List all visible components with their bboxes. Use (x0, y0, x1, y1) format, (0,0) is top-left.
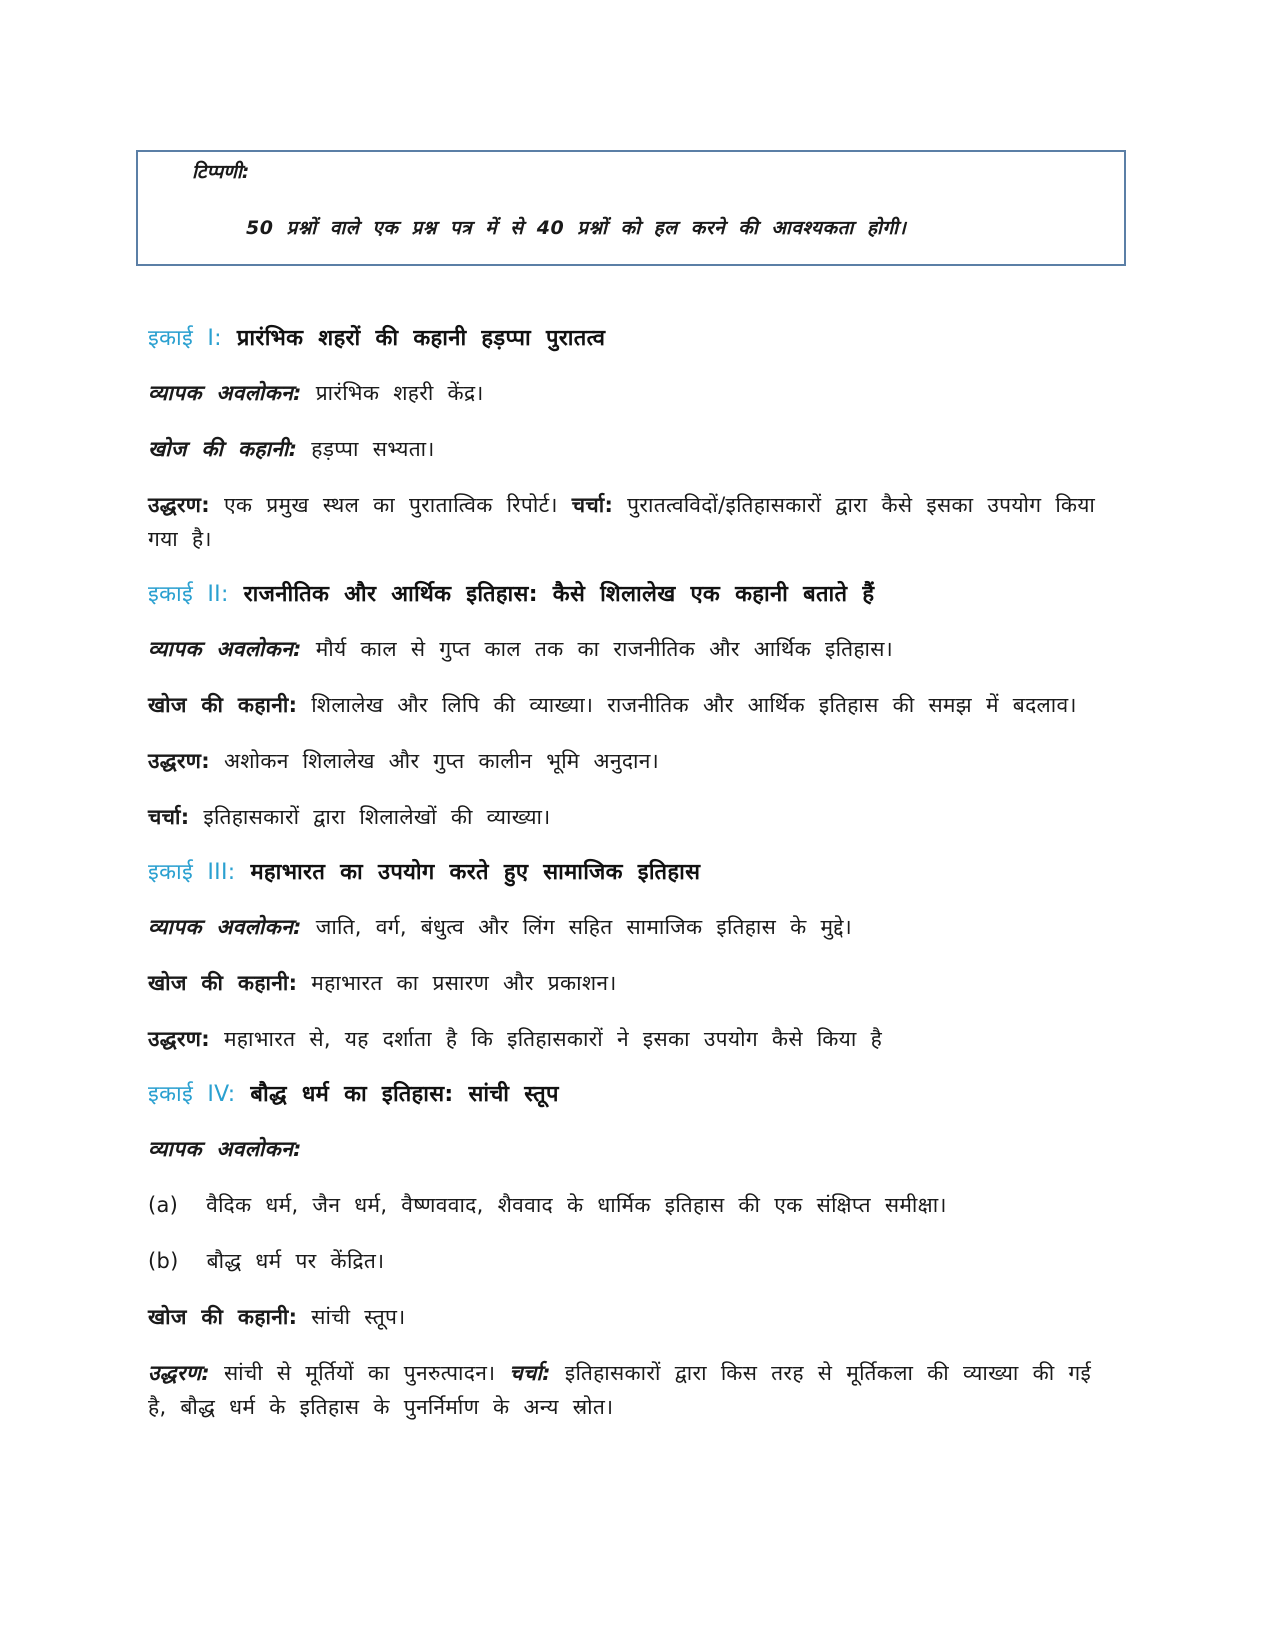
note-box (136, 150, 1126, 266)
unit-4-title: बौद्ध धर्म का इतिहास: सांची स्तूप (250, 1082, 559, 1107)
unit-2-overview (148, 632, 1108, 666)
list-marker: (b) (148, 1249, 179, 1273)
discovery-label: खोज की कहानी: (148, 437, 298, 461)
excerpt-text: सांची से मूर्तियों का पुनरुत्पादन। (223, 1361, 496, 1385)
overview-text: जाति, वर्ग, बंधुत्व और लिंग सहित सामाजिक इतिहास के मुद्दे। (315, 915, 853, 939)
discussion-text: इतिहासकारों द्वारा किस तरह से मूर्तिकला की व्याख्या की गई है, बौद्ध धर्म के इतिहास के पुनर्निर्माण के अन्य स्रोत। (148, 1361, 1092, 1419)
list-item (148, 1244, 1108, 1278)
unit-4-discovery (148, 1300, 1108, 1334)
unit-1-excerpt (148, 488, 1108, 556)
discovery-label: खोज की कहानी: (148, 971, 298, 995)
discussion-label: चर्चा: (509, 1361, 551, 1385)
list-item-text: वैदिक धर्म, जैन धर्म, वैष्णववाद, शैववाद के धार्मिक इतिहास की एक संक्षिप्त समीक्षा। (206, 1193, 947, 1217)
unit-1-overview (148, 376, 1108, 410)
note-text: 50 प्रश्नों वाले एक प्रश्न पत्र में से 40 प्रश्नों को हल करने की आवश्यकता होगी। (246, 217, 907, 239)
unit-3-discovery (148, 966, 1108, 1000)
overview-label: व्यापक अवलोकन: (148, 1137, 302, 1161)
overview-text: मौर्य काल से गुप्त काल तक का राजनीतिक और आर्थिक इतिहास। (315, 637, 894, 661)
syllabus-content (148, 322, 1108, 1446)
excerpt-label: उद्धरण: (148, 749, 210, 773)
discussion-text: इतिहासकारों द्वारा शिलालेखों की व्याख्या। (203, 805, 551, 829)
unit-2-heading (148, 578, 1108, 612)
excerpt-label: उद्धरण: (148, 1027, 210, 1051)
discussion-label: चर्चा: (148, 805, 190, 829)
note-title: टिप्पणी: (192, 161, 250, 183)
overview-label: व्यापक अवलोकन: (148, 915, 302, 939)
unit-1-title: प्रारंभिक शहरों की कहानी हड़प्पा पुरातत्व (236, 326, 606, 351)
discovery-text: हड़प्पा सभ्यता। (311, 437, 435, 461)
unit-3-heading (148, 856, 1108, 890)
list-marker: (a) (148, 1193, 179, 1217)
unit-4-excerpt (148, 1356, 1108, 1424)
unit-2-label: इकाई II: (148, 582, 229, 607)
discovery-label: खोज की कहानी: (148, 693, 298, 717)
discussion-label: चर्चा: (571, 493, 614, 517)
unit-2-discussion (148, 800, 1108, 834)
unit-3-title: महाभारत का उपयोग करते हुए सामाजिक इतिहास (250, 860, 701, 885)
unit-1-heading (148, 322, 1108, 356)
discovery-text: महाभारत का प्रसारण और प्रकाशन। (311, 971, 617, 995)
unit-4-overview (148, 1132, 1108, 1166)
discovery-text: शिलालेख और लिपि की व्याख्या। राजनीतिक और आर्थिक इतिहास की समझ में बदलाव। (311, 693, 1077, 717)
list-item-text: बौद्ध धर्म पर केंद्रित। (206, 1249, 385, 1273)
unit-4-heading (148, 1078, 1108, 1112)
excerpt-label: उद्धरण: (148, 493, 210, 517)
excerpt-text: महाभारत से, यह दर्शाता है कि इतिहासकारों ने इसका उपयोग कैसे किया है (223, 1027, 883, 1051)
unit-3-excerpt (148, 1022, 1108, 1056)
unit-4-label: इकाई IV: (148, 1082, 236, 1107)
overview-label: व्यापक अवलोकन: (148, 381, 302, 405)
overview-label: व्यापक अवलोकन: (148, 637, 302, 661)
excerpt-text: एक प्रमुख स्थल का पुरातात्विक रिपोर्ट। (223, 493, 558, 517)
list-item (148, 1188, 1108, 1222)
unit-3-label: इकाई III: (148, 860, 236, 885)
unit-2-title: राजनीतिक और आर्थिक इतिहास: कैसे शिलालेख एक कहानी बताते हैं (243, 582, 875, 607)
excerpt-label: उद्धरण: (148, 1361, 210, 1385)
discovery-text: सांची स्तूप। (311, 1305, 406, 1329)
discussion-text: पुरातत्वविदों/इतिहासकारों द्वारा कैसे इसका उपयोग किया गया है। (148, 493, 1096, 551)
unit-3-overview (148, 910, 1108, 944)
unit-2-discovery (148, 688, 1108, 722)
unit-1-discovery (148, 432, 1108, 466)
unit-2-excerpt (148, 744, 1108, 778)
excerpt-text: अशोकन शिलालेख और गुप्त कालीन भूमि अनुदान। (223, 749, 659, 773)
overview-text: प्रारंभिक शहरी केंद्र। (315, 381, 484, 405)
unit-1-label: इकाई I: (148, 326, 222, 351)
discovery-label: खोज की कहानी: (148, 1305, 298, 1329)
